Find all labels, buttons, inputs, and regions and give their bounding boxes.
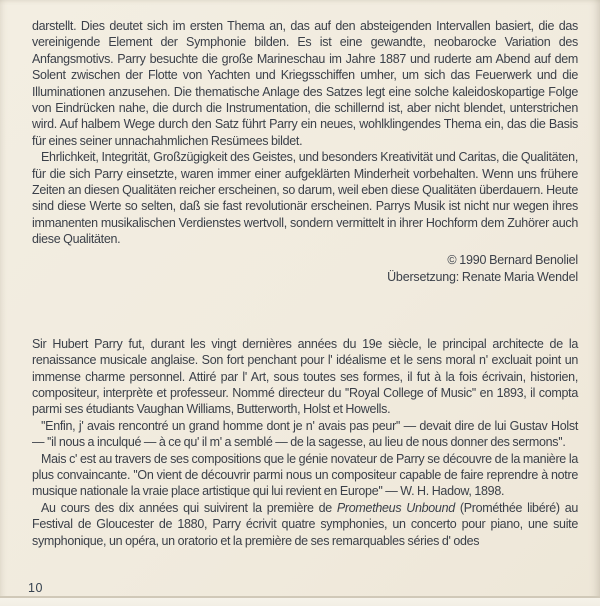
french-paragraph-4 [32, 500, 578, 549]
french-paragraph-4-tail: (Prométhée libéré) au Festival de Gloucester de 1880, Parry écrivit quatre symphonies, un concerto pour piano, une suite symphonique, un opéra, un oratorio et la première de ses remarquables séries d' odes [32, 500, 578, 548]
copyright-line: © 1990 Bernard Benoliel [447, 252, 578, 267]
german-text-section [32, 18, 578, 286]
credits-block [32, 252, 578, 286]
translation-credit-line: Übersetzung: Renate Maria Wendel [387, 269, 578, 284]
french-paragraph-3: Mais c' est au travers de ses compositions que le génie novateur de Parry se découvre de la manière la plus convaincante. ''On vient de découvrir parmi nous un compositeur capable de faire reprendre à notre musique nationale la vraie place artistique qui lui revient en Europe'' — W. H. Hadow, 1898. [32, 451, 578, 499]
page-bottom-edge [0, 596, 600, 606]
german-paragraph-2: Ehrlichkeit, Integrität, Großzügigkeit des Geistes, und besonders Kreativität und Caritas, die Qualitäten, für die sich Parry einsetzte, waren immer einer aufgeklärten Minderheit vorbehalten. Wenn uns frühere Zeiten an diesen Qualitäten reicher erscheinen, so darum, weil eben diese Qualitäten überdauern. Heute sind diese Werte so selten, daß sie fast revolutionär erscheinen. Parrys Musik ist nicht nur wegen ihres immanenten musikalischen Verdienstes wertvoll, sondern vermittelt in ihrer Hochform dem Zuhörer auch diese Qualitäten. [32, 150, 578, 247]
section-gap [32, 286, 578, 336]
french-paragraph-1: Sir Hubert Parry fut, durant les vingt dernières années du 19e siècle, le principal architecte de la renaissance musicale anglaise. Son fort penchant pour l' idéalisme et le sens moral n' excluait point un immense charme personnel. Attiré par l' Art, sous toutes ses formes, il fut à la fois écrivain, historien, compositeur, interprète et professeur. Nommé directeur du ''Royal College of Music'' en 1893, il compta parmi ses étudiants Vaughan Williams, Butterworth, Holst et Howells. [32, 336, 578, 417]
french-text-section [32, 336, 578, 549]
german-paragraph-1: darstellt. Dies deutet sich im ersten Thema an, das auf den absteigenden Intervallen basiert, die das vereinigende Element der Symphonie bilden. Es ist eine gewandte, neobarocke Variation des Anfangsmotivs. Parry besuchte die große Marineschau im Jahre 1887 und ruderte am Abend auf dem Solent zwischen der Flotte von Yachten und Kriegsschiffen umher, um sich das Feuerwerk und die Illuminationen anzusehen. Die thematische Anlage des Satzes legt eine solche kaleidoskopartige Folge von Eindrücken nahe, die durch die Instrumentation, die schillernd ist, aber nicht blendet, unterstrichen wird. Auf halbem Wege durch den Satz führt Parry ein neues, wohlklingendes Thema ein, das die Basis für eines seiner unnachahmlichen Resümees bildet. [32, 19, 578, 148]
text-column [32, 18, 578, 549]
french-paragraph-4-lead: Au cours des dix années qui suivirent la première de [41, 500, 337, 515]
french-paragraph-2: ''Enfin, j' avais rencontré un grand homme dont je n' avais pas peur'' — devait dire de lui Gustav Holst — ''il nous a inculqué — à ce qu' il m' a semblé — de la sagesse, au lieu de nous donner des sermons''. [32, 418, 578, 450]
page-number: 10 [28, 581, 43, 595]
work-title-italic: Prometheus Unbound [336, 500, 455, 515]
